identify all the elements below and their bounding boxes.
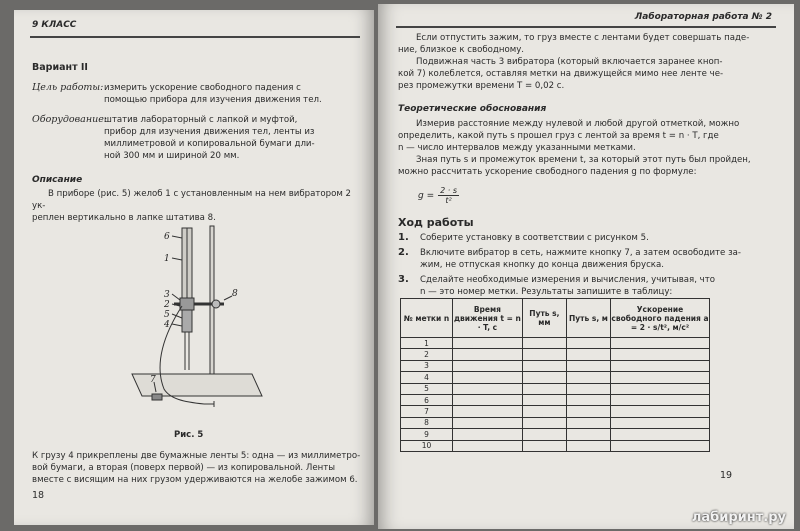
page-number-left: 18 bbox=[32, 490, 45, 501]
empty-cell bbox=[610, 372, 709, 383]
watermark: лабиринт.ру bbox=[691, 510, 786, 525]
step-line: Соберите установку в соответствии с рисунком 5. bbox=[420, 233, 649, 243]
formula-numerator: 2 · s bbox=[440, 186, 458, 195]
empty-cell bbox=[522, 429, 566, 440]
step-line: n — это номер метки. Результаты запишите в таблицу: bbox=[420, 287, 673, 297]
step-item bbox=[398, 247, 783, 271]
col-header: Путь s, м bbox=[566, 299, 610, 338]
intro-text bbox=[398, 32, 778, 92]
theory-line: определить, какой путь s прошел груз с лентой за время t = n · T, где bbox=[398, 131, 719, 141]
empty-cell bbox=[452, 440, 522, 451]
step-line: Включите вибратор в сеть, нажмите кнопку 7, а затем освободите за- bbox=[420, 248, 742, 258]
equipment-line: ной 300 мм и шириной 20 мм. bbox=[104, 151, 240, 161]
equipment-line: прибор для изучения движения тел, ленты из bbox=[104, 127, 315, 137]
theory-line: Зная путь s и промежуток времени t, за который этот путь был пройден, bbox=[416, 155, 751, 165]
empty-cell bbox=[566, 383, 610, 394]
step-line: жим, не отпуская кнопку до конца движения бруска. bbox=[420, 260, 664, 270]
empty-cell bbox=[522, 406, 566, 417]
empty-cell bbox=[522, 360, 566, 371]
intro-line: кой 7) колеблется, оставляя метки на движущейся мимо нее ленте че- bbox=[398, 69, 724, 79]
intro-line: рез промежутки времени T = 0,02 с. bbox=[398, 81, 565, 91]
empty-cell bbox=[452, 349, 522, 360]
fig-label: 8 bbox=[232, 289, 238, 299]
empty-cell bbox=[452, 372, 522, 383]
equipment-label: Оборудование: bbox=[32, 114, 108, 125]
weight bbox=[182, 310, 192, 332]
empty-cell bbox=[522, 383, 566, 394]
fig-label: 6 bbox=[164, 232, 170, 242]
empty-cell bbox=[522, 440, 566, 451]
empty-cell bbox=[566, 406, 610, 417]
empty-cell bbox=[610, 429, 709, 440]
empty-cell bbox=[610, 383, 709, 394]
step-item bbox=[398, 274, 783, 298]
empty-cell bbox=[452, 417, 522, 428]
equipment-text bbox=[104, 114, 354, 162]
goal-line: помощью прибора для изучения движения тел. bbox=[104, 95, 322, 105]
empty-cell bbox=[522, 349, 566, 360]
empty-cell bbox=[566, 440, 610, 451]
table-row bbox=[401, 429, 710, 440]
empty-cell bbox=[452, 406, 522, 417]
intro-line: ние, близкое к свободному. bbox=[398, 45, 525, 55]
mark-number-cell: 10 bbox=[401, 440, 453, 451]
table-row bbox=[401, 406, 710, 417]
empty-cell bbox=[566, 417, 610, 428]
theory-line: n — число интервалов между указанными метками. bbox=[398, 143, 636, 153]
figure-5-apparatus bbox=[124, 224, 264, 424]
right-page bbox=[378, 4, 794, 529]
empty-cell bbox=[610, 406, 709, 417]
table-row bbox=[401, 394, 710, 405]
work-title: Ход работы bbox=[398, 216, 474, 229]
mark-number-cell: 2 bbox=[401, 349, 453, 360]
table-row bbox=[401, 440, 710, 451]
empty-cell bbox=[566, 372, 610, 383]
empty-cell bbox=[610, 338, 709, 349]
clamp-knob bbox=[212, 300, 220, 308]
bottom-line: вместе с висящим на них грузом удерживаются на желобе зажимом 6. bbox=[32, 475, 358, 485]
mark-number-cell: 8 bbox=[401, 417, 453, 428]
mark-number-cell: 7 bbox=[401, 406, 453, 417]
lab-header: Лабораторная работа № 2 bbox=[634, 12, 772, 22]
stand-rod bbox=[210, 226, 214, 394]
mark-number-cell: 5 bbox=[401, 383, 453, 394]
formula bbox=[418, 186, 459, 205]
goal-label: Цель работы: bbox=[32, 82, 104, 93]
results-table bbox=[400, 298, 710, 452]
empty-cell bbox=[452, 429, 522, 440]
header-rule bbox=[30, 36, 360, 38]
formula-fraction bbox=[438, 186, 459, 205]
formula-denominator: t² bbox=[445, 196, 452, 205]
empty-cell bbox=[566, 338, 610, 349]
table-body bbox=[401, 338, 710, 452]
empty-cell bbox=[452, 338, 522, 349]
table-row bbox=[401, 338, 710, 349]
mark-number-cell: 9 bbox=[401, 429, 453, 440]
mark-number-cell: 1 bbox=[401, 338, 453, 349]
col-header: Ускорение свободного падения a = 2 · s/t², м/с² bbox=[610, 299, 709, 338]
bottom-line: вой бумаги, а вторая (поверх первой) — из копировальной. Ленты bbox=[32, 463, 336, 473]
empty-cell bbox=[452, 394, 522, 405]
empty-cell bbox=[610, 349, 709, 360]
variant-title: Вариант II bbox=[32, 62, 88, 73]
intro-line: Если отпустить зажим, то груз вместе с лентами будет совершать паде- bbox=[416, 33, 750, 43]
header-rule bbox=[396, 26, 776, 28]
step-item bbox=[398, 232, 783, 244]
table-row bbox=[401, 383, 710, 394]
description-line: В приборе (рис. 5) желоб 1 с установленным на нем вибратором 2 ук- bbox=[32, 189, 352, 211]
theory-text bbox=[398, 118, 778, 178]
empty-cell bbox=[610, 440, 709, 451]
theory-line: Измерив расстояние между нулевой и любой другой отметкой, можно bbox=[416, 119, 740, 129]
theory-line: можно рассчитать ускорение свободного падения g по формуле: bbox=[398, 167, 697, 177]
equipment-line: миллиметровой и копировальной бумаги дли- bbox=[104, 139, 315, 149]
bottom-line: К грузу 4 прикреплены две бумажные ленты 5: одна — из миллиметро- bbox=[32, 451, 361, 461]
class-header: 9 КЛАСС bbox=[32, 20, 77, 30]
empty-cell bbox=[566, 360, 610, 371]
table-row bbox=[401, 417, 710, 428]
table-row bbox=[401, 360, 710, 371]
button-7 bbox=[152, 394, 162, 400]
goal-text bbox=[104, 82, 354, 106]
fig-label: 4 bbox=[164, 320, 170, 330]
mark-number-cell: 3 bbox=[401, 360, 453, 371]
fig-label: 1 bbox=[164, 254, 170, 264]
empty-cell bbox=[566, 429, 610, 440]
mark-number-cell: 4 bbox=[401, 372, 453, 383]
empty-cell bbox=[522, 372, 566, 383]
empty-cell bbox=[522, 394, 566, 405]
fig-label: 3 bbox=[164, 290, 170, 300]
fig-label: 2 bbox=[164, 300, 170, 310]
theory-title: Теоретические обоснования bbox=[398, 104, 547, 114]
step-number: 1. bbox=[398, 232, 409, 243]
description-line: реплен вертикально в лапке штатива 8. bbox=[32, 213, 216, 223]
steps-list bbox=[398, 232, 783, 298]
page-number-right: 19 bbox=[720, 470, 733, 481]
description-title: Описание bbox=[32, 175, 83, 185]
goal-line: измерить ускорение свободного падения с bbox=[104, 83, 301, 93]
formula-left: g = bbox=[418, 190, 435, 201]
figure-caption: Рис. 5 bbox=[174, 430, 204, 440]
equipment-line: штатив лабораторный с лапкой и муфтой, bbox=[104, 115, 298, 125]
col-header: Путь s, мм bbox=[522, 299, 566, 338]
plug bbox=[204, 401, 214, 407]
bottom-text bbox=[32, 450, 362, 486]
table-row bbox=[401, 349, 710, 360]
description-text bbox=[32, 188, 362, 224]
empty-cell bbox=[610, 360, 709, 371]
empty-cell bbox=[566, 349, 610, 360]
mark-number-cell: 6 bbox=[401, 394, 453, 405]
step-line: Сделайте необходимые измерения и вычисления, учитывая, что bbox=[420, 275, 716, 285]
empty-cell bbox=[452, 383, 522, 394]
col-header: Время движения t = n · T, с bbox=[452, 299, 522, 338]
empty-cell bbox=[566, 394, 610, 405]
empty-cell bbox=[522, 338, 566, 349]
empty-cell bbox=[522, 417, 566, 428]
table-row bbox=[401, 372, 710, 383]
col-header: № метки n bbox=[401, 299, 453, 338]
vibrator bbox=[180, 298, 194, 310]
step-number: 2. bbox=[398, 247, 409, 258]
intro-line: Подвижная часть 3 вибратора (который включается заранее кноп- bbox=[416, 57, 723, 67]
fig-label: 7 bbox=[150, 375, 156, 385]
empty-cell bbox=[610, 394, 709, 405]
empty-cell bbox=[452, 360, 522, 371]
fig-label: 5 bbox=[164, 310, 170, 320]
table-header-row bbox=[401, 299, 710, 338]
left-page bbox=[14, 10, 374, 525]
empty-cell bbox=[610, 417, 709, 428]
step-number: 3. bbox=[398, 274, 409, 285]
